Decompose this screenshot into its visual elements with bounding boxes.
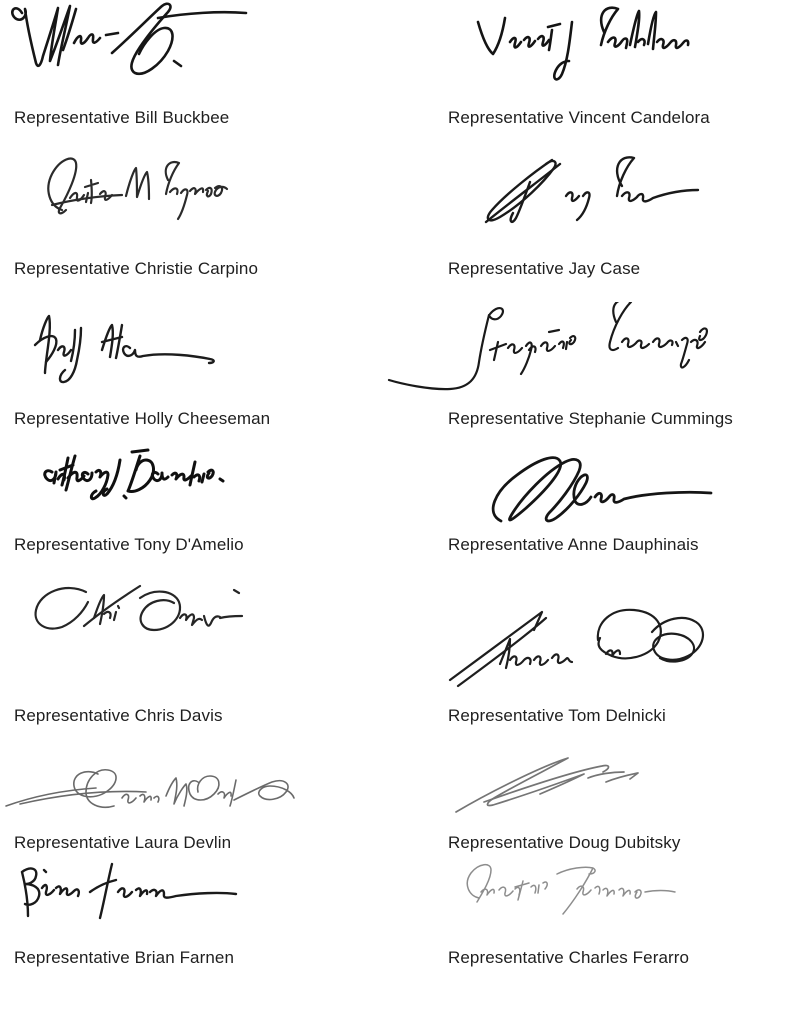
- signature-anne-dauphinais-svg: [479, 453, 713, 529]
- signer-name-christie-carpino: Representative Christie Carpino: [14, 259, 259, 278]
- signer-name-anne-dauphinais: Representative Anne Dauphinais: [448, 535, 699, 554]
- signature-doug-dubitsky: [450, 752, 642, 820]
- signature-anne-dauphinais: [479, 453, 713, 529]
- signer-name-vincent-candelora: Representative Vincent Candelora: [448, 108, 710, 127]
- signature-charles-ferarro-svg: [453, 862, 685, 920]
- signature-chris-davis: [28, 580, 246, 648]
- signature-jay-case-svg: [478, 152, 702, 228]
- signature-vincent-candelora-svg: [470, 4, 690, 86]
- signature-charles-ferarro: [453, 862, 685, 920]
- signer-name-brian-farnen: Representative Brian Farnen: [14, 948, 235, 967]
- signature-christie-carpino: [38, 152, 230, 224]
- signer-name-bill-buckbee: Representative Bill Buckbee: [14, 108, 230, 127]
- signature-bill-buckbee-svg: [8, 1, 248, 79]
- signature-christie-carpino-svg: [38, 152, 230, 224]
- signer-name-holly-cheeseman: Representative Holly Cheeseman: [14, 409, 271, 428]
- signature-stephanie-cummings-svg: [386, 302, 708, 394]
- signature-bill-buckbee: [8, 1, 248, 79]
- signature-vincent-candelora: [470, 4, 690, 86]
- signature-holly-cheeseman: [30, 312, 235, 384]
- signature-brian-farnen: [14, 862, 238, 926]
- signer-name-tony-damelio: Representative Tony D'Amelio: [14, 535, 244, 554]
- signature-doug-dubitsky-svg: [450, 752, 642, 820]
- signature-laura-devlin: [4, 764, 296, 824]
- signature-holly-cheeseman-svg: [30, 312, 235, 384]
- signature-chris-davis-svg: [28, 580, 246, 648]
- signer-name-chris-davis: Representative Chris Davis: [14, 706, 223, 725]
- signature-laura-devlin-svg: [4, 764, 296, 824]
- signer-name-jay-case: Representative Jay Case: [448, 259, 641, 278]
- signer-name-charles-ferarro: Representative Charles Ferarro: [448, 948, 690, 967]
- signature-jay-case: [478, 152, 702, 228]
- signature-tony-damelio: [40, 446, 250, 504]
- signer-name-stephanie-cummings: Representative Stephanie Cummings: [448, 409, 733, 428]
- signature-brian-farnen-svg: [14, 862, 238, 926]
- signature-tom-delnicki: [440, 604, 710, 692]
- signer-name-tom-delnicki: Representative Tom Delnicki: [448, 706, 666, 725]
- signature-stephanie-cummings: [386, 302, 708, 394]
- signature-tom-delnicki-svg: [440, 604, 710, 692]
- signer-name-doug-dubitsky: Representative Doug Dubitsky: [448, 833, 681, 852]
- signature-tony-damelio-svg: [40, 446, 250, 504]
- signer-name-laura-devlin: Representative Laura Devlin: [14, 833, 232, 852]
